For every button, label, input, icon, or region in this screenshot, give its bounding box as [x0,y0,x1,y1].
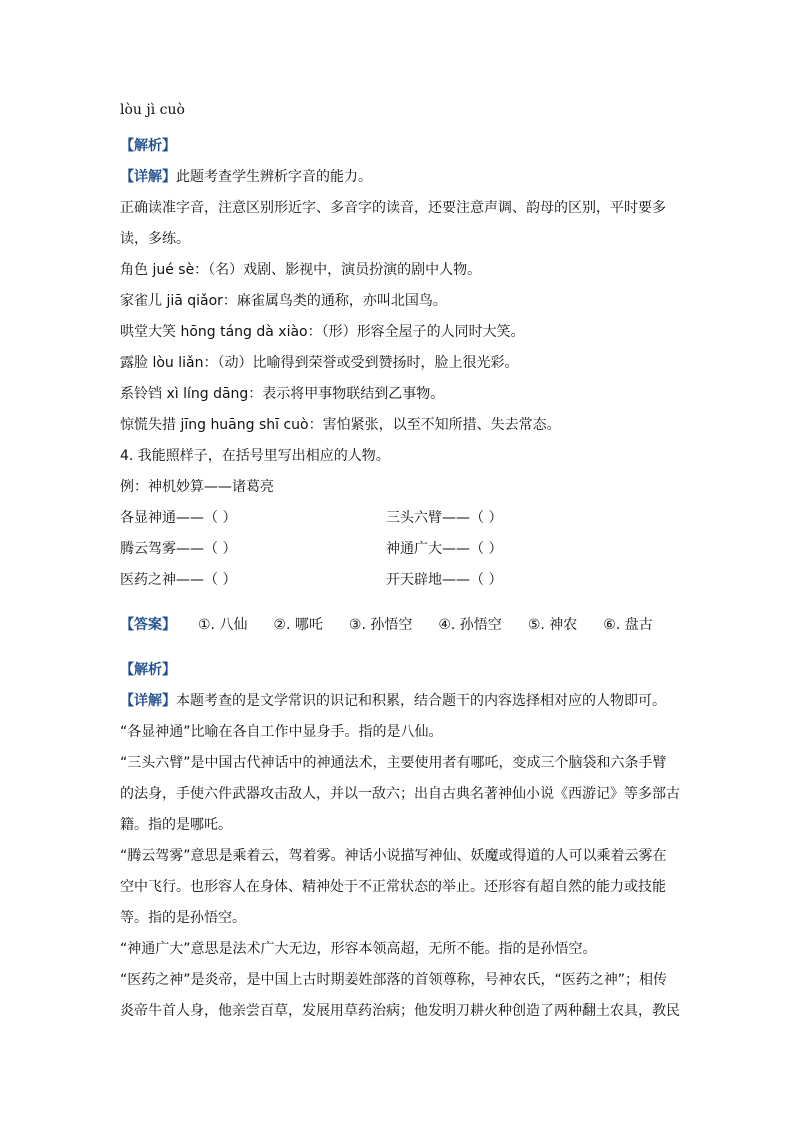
word-entry: 露脸 lòu liǎn：（动）比喻得到荣誉或受到赞扬时，脸上很光彩。 [120,355,519,371]
word-entry: 系铃铛 xì líng dāng：表示将甲事物联结到乙事物。 [120,386,445,402]
analysis-label-2: 【解析】 [120,662,176,678]
word-entry: 角色 jué sè：（名）戏剧、影视中，演员扮演的剧中人物。 [120,262,482,278]
answer-item: ⑤. 神农 [527,617,578,633]
detail-1: 【详解】此题考查学生辨析字音的能力。 [120,169,372,185]
answer-item: ②. 哪吒 [273,617,323,633]
answer-item: ⑥. 盘古 [603,617,653,633]
word-entry: 惊慌失措 jīng huāng shī cuò：害怕紧张，以至不知所措、失去常态。 [120,417,561,433]
answer-item: ④. 孙悟空 [438,617,502,633]
explanation-paragraph: “医药之神”是炎帝，是中国上古时期姜姓部落的首领尊称，号神农氏，“医药之神”；相传炎帝牛首人身，他亲尝百草，发展用草药治病；他发明刀耕火种创造了两种翻土农具，教民 [120,972,680,1019]
question-row [120,534,680,565]
explanation-paragraph: “腾云驾雾”意思是乘着云，驾着雾。神话小说描写神仙、妖魔或得道的人可以乘着云雾在空中飞行。也形容人在身体、精神处于不正常状态的举止。还形容有超自然的能力或技能等。指的是孙悟空。 [120,848,667,926]
analysis-label-1: 【解析】 [120,138,176,154]
question-4-title: 4. 我能照样子，在括号里写出相应的人物。 [120,448,390,464]
explanation-paragraph: “各显神通”比喻在各自工作中显身手。指的是八仙。 [120,724,443,740]
answer-item: ③. 孙悟空 [348,617,413,633]
blank-item: 腾云驾雾——（ ） [120,541,237,557]
answer-line [120,610,680,641]
answer-label: 【答案】 [120,617,176,633]
blank-item: 医药之神——（ ） [120,572,237,588]
question-row [120,503,680,534]
blank-item: 三头六臂——（ ） [386,510,503,526]
blank-item: 神通广大——（ ） [386,541,503,557]
detail-2: 【详解】本题考查的是文学常识的识记和积累，结合题干的内容选择相对应的人物即可。 [120,693,666,709]
pinyin-line: lòu jì cuò [120,102,185,118]
blank-item: 各显神通——（ ） [120,510,237,526]
explanation-paragraph: “神通广大”意思是法术广大无边，形容本领高超，无所不能。指的是孙悟空。 [120,941,597,957]
intro-paragraph: 正确读准字音，注意区别形近字、多音字的读音，还要注意声调、韵母的区别，平时要多读，多练。 [120,200,666,247]
word-entry: 哄堂大笑 hōng táng dà xiào：（形）形容全屋子的人同时大笑。 [120,324,525,340]
explanation-paragraph: “三头六臂”是中国古代神话中的神通法术，主要使用者有哪吒，变成三个脑袋和六条手臂的法身，手使六件武器攻击敌人，并以一敌六；出自古典名著神仙小说《西游记》等多部古籍。指的是哪吒。 [120,755,680,833]
question-4-example: 例：神机妙算——诸葛亮 [120,479,274,495]
question-row [120,565,680,596]
answer-item: ①. 八仙 [198,617,248,633]
word-entry: 家雀儿 jiā qiǎor：麻雀属鸟类的通称，亦叫北国鸟。 [120,293,447,309]
blank-item: 开天辟地——（ ） [386,572,503,588]
document-page [120,100,680,1027]
